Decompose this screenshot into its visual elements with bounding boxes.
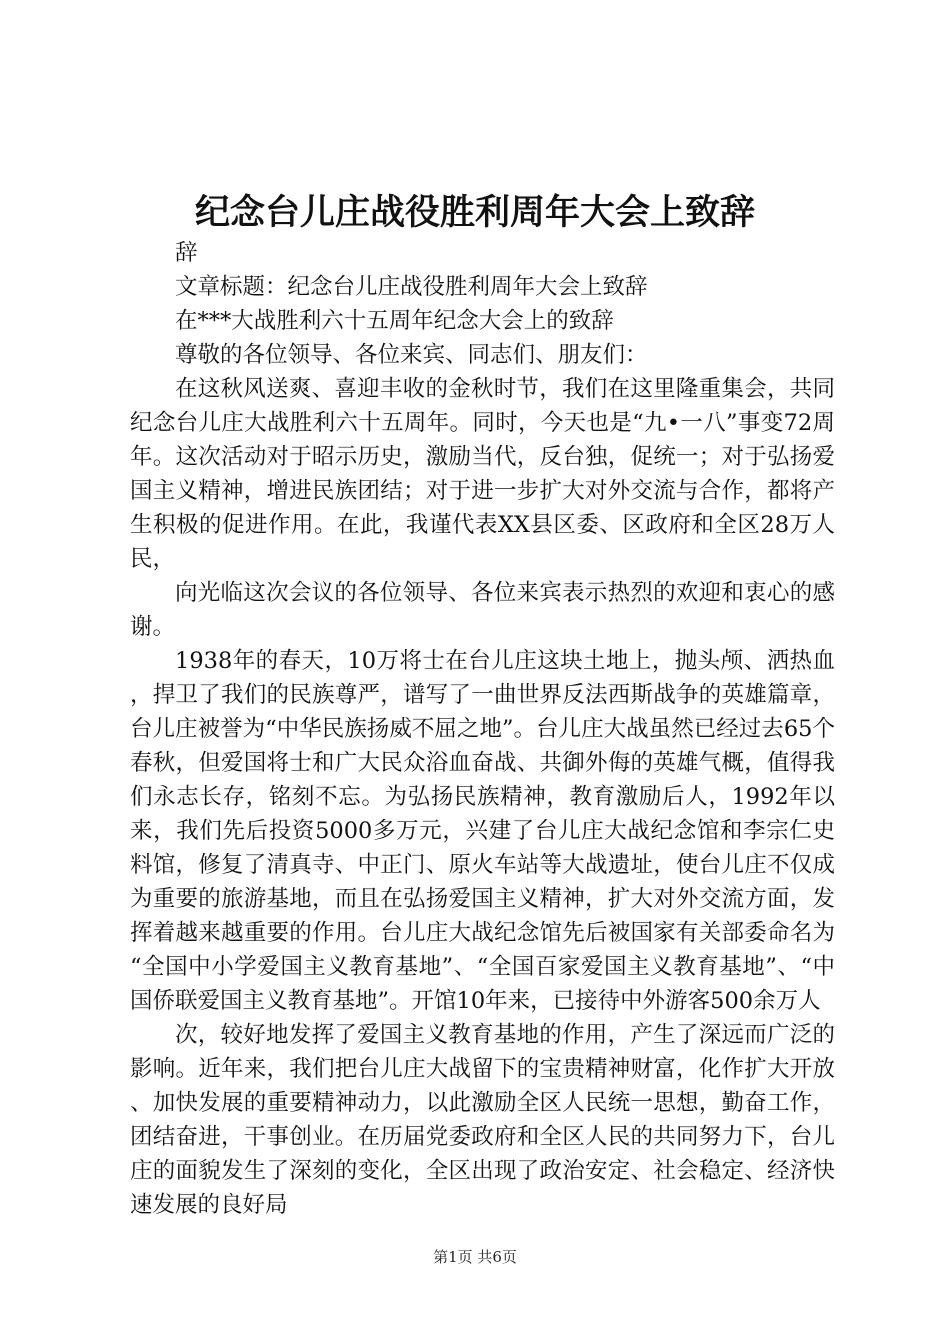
page-footer: 第1页 共6页 (433, 1248, 517, 1266)
paragraph-opening: 在这秋风送爽、喜迎丰收的金秋时节，我们在这里隆重集会，共同纪念台儿庄大战胜利六十五周年。同时，今天也是“九•一八”事变72周年。这次活动对于昭示历史，激励当代，反台独，促统一；对于弘扬爱国主义精神，增进民族团结；对于进一步扩大对外交流与合作，都将产生积极的促进作用。在此，我谨代表XX县区委、区政府和全区28万人民， (130, 376, 835, 572)
paragraph-heading-fragment: 辞 (175, 240, 198, 266)
document-title: 纪念台儿庄战役胜利周年大会上致辞 (194, 193, 755, 233)
paragraph-salutation: 尊敬的各位领导、各位来宾、同志们、朋友们： (175, 342, 648, 368)
paragraph-article-title: 文章标题：纪念台儿庄战役胜利周年大会上致辞 (175, 274, 648, 300)
paragraph-welcome: 向光临这次会议的各位领导、各位来宾表示热烈的欢迎和衷心的感谢。 (130, 580, 835, 640)
document-body (130, 236, 835, 1222)
paragraph-development: 次，较好地发挥了爱国主义教育基地的作用，产生了深远而广泛的影响。近年来，我们把台儿庄大战留下的宝贵精神财富，化作扩大开放、加快发展的重要精神动力，以此激励全区人民统一思想，勤奋工作，团结奋进，干事创业。在历届党委政府和全区人民的共同努力下，台儿庄的面貌发生了深刻的变化，全区出现了政治安定、社会稳定、经济快速发展的良好局 (130, 1022, 835, 1218)
paragraph-history: 1938年的春天，10万将士在台儿庄这块土地上，抛头颅、洒热血，捍卫了我们的民族尊严，谱写了一曲世界反法西斯战争的英雄篇章，台儿庄被誉为“中华民族扬威不屈之地”。台儿庄大战虽然已经过去65个春秋，但爱国将士和广大民众浴血奋战、共御外侮的英雄气概，值得我们永志长存，铭刻不忘。为弘扬民族精神，教育激励后人，1992年以来，我们先后投资5000多万元，兴建了台儿庄大战纪念馆和李宗仁史料馆，修复了清真寺、中正门、原火车站等大战遗址，使台儿庄不仅成为重要的旅游基地，而且在弘扬爱国主义精神，扩大对外交流方面，发挥着越来越重要的作用。台儿庄大战纪念馆先后被国家有关部委命名为“全国中小学爱国主义教育基地”、“全国百家爱国主义教育基地”、“中国侨联爱国主义教育基地”。开馆10年来，已接待中外游客500余万人 (130, 648, 835, 1014)
paragraph-speech-title: 在***大战胜利六十五周年纪念大会上的致辞 (175, 308, 614, 334)
